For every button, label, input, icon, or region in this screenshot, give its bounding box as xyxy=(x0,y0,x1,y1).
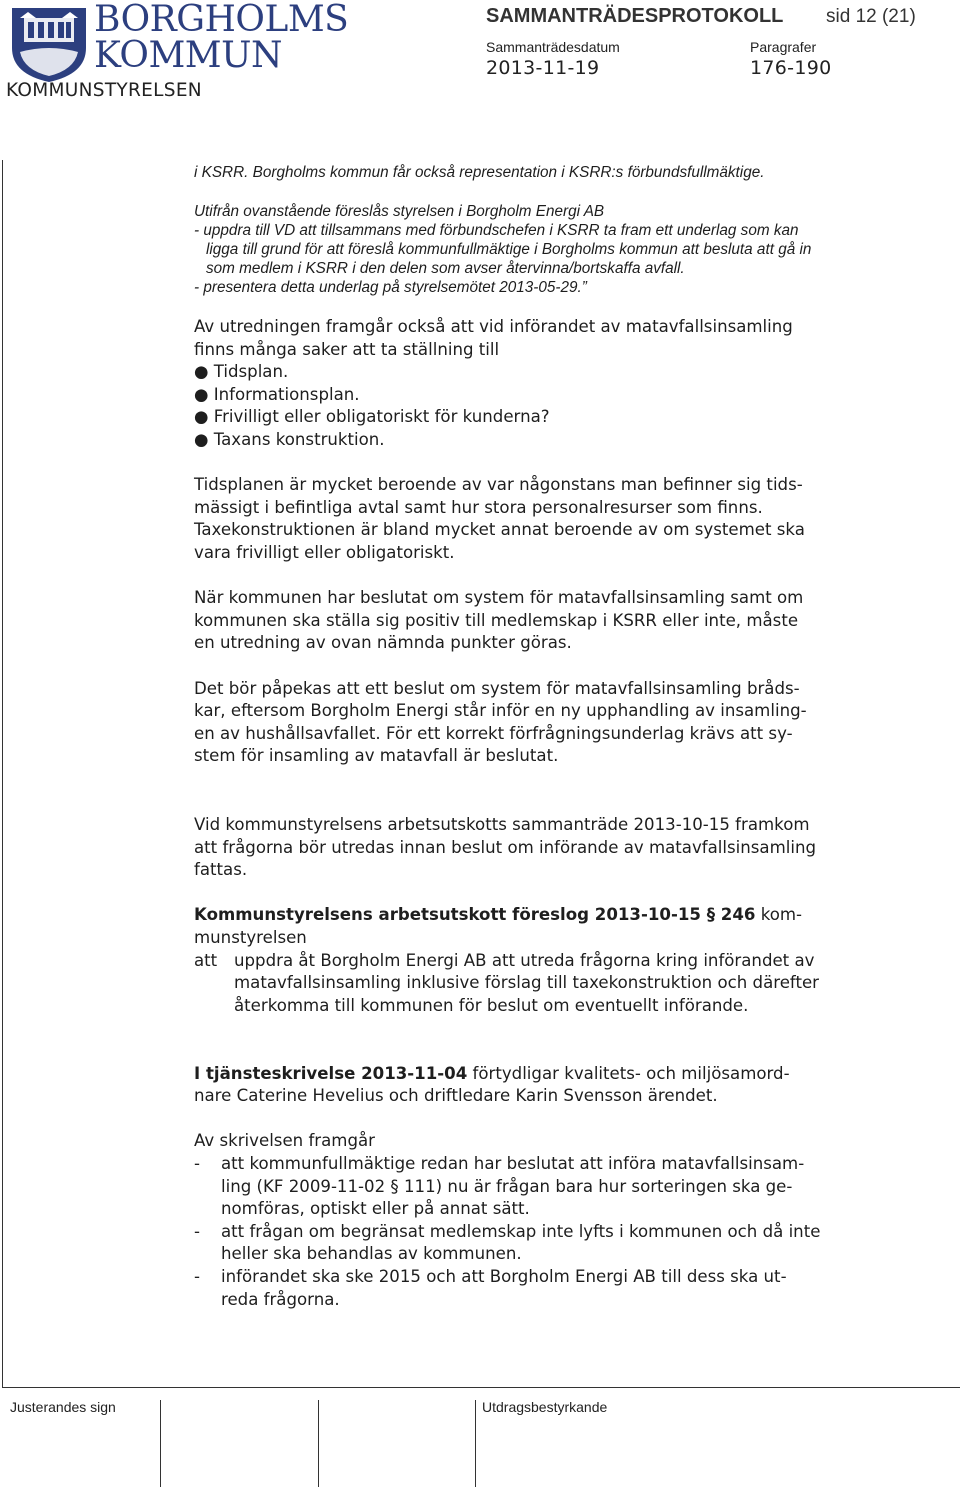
list-dash: - xyxy=(194,1267,200,1286)
proposal-heading-bold: Kommunstyrelsens arbetsutskott föreslog 2013-10-15 § 246 xyxy=(194,905,756,924)
list-dash: - xyxy=(194,1154,200,1173)
bullet-item: ● Informationsplan. xyxy=(194,385,360,404)
paragraph-line: kommunen ska ställa sig positiv till medlemskap i KSRR eller inte, måste xyxy=(194,611,799,630)
att-word: att xyxy=(194,951,218,970)
municipal-shield-logo-icon xyxy=(8,4,90,84)
paragraph-line: fattas. xyxy=(194,860,248,879)
document-title: SAMMANTRÄDESPROTOKOLL xyxy=(486,5,784,27)
signature-box-divider xyxy=(160,1400,161,1487)
paragraph-line: stem för insamling av matavfall är beslutat. xyxy=(194,746,559,765)
utdragsbestyrkande-label: Utdragsbestyrkande xyxy=(482,1399,608,1415)
quote-line: i KSRR. Borgholms kommun får också representation i KSRR:s förbundsfullmäktige. xyxy=(194,164,765,181)
proposal-heading xyxy=(194,904,802,927)
quote-line: som medlem i KSRR i den delen som avser återvinna/bortskaffa avfall. xyxy=(206,260,685,277)
paragraph-line: Det bör påpekas att ett beslut om system för matavfallsinsamling bråds- xyxy=(194,679,800,698)
paragraph-line: kar, eftersom Borgholm Energi står inför en ny upphandling av insamling- xyxy=(194,701,807,720)
bullet-item: ● Tidsplan. xyxy=(194,362,289,381)
quote-line: - uppdra till VD att tillsammans med förbundschefen i KSRR ta fram ett underlag som kan xyxy=(194,222,799,239)
paragraph-line: Tidsplanen är mycket beroende av var någonstans man befinner sig tids- xyxy=(194,475,803,494)
paragraph-line: vara frivilligt eller obligatoriskt. xyxy=(194,543,455,562)
list-item-line: att kommunfullmäktige redan har beslutat att införa matavfallsinsam- xyxy=(221,1154,805,1173)
paragraph-line: Av utredningen framgår också att vid införandet av matavfallsinsamling xyxy=(194,317,793,336)
paragraph-line: en utredning av ovan nämnda punkter göras. xyxy=(194,633,572,652)
list-intro: Av skrivelsen framgår xyxy=(194,1131,375,1150)
list-item-line: heller ska behandlas av kommunen. xyxy=(221,1244,522,1263)
paragraphs-label: Paragrafer xyxy=(750,39,817,55)
att-line: återkomma till kommunen för beslut om eventuellt införande. xyxy=(234,996,749,1015)
meeting-date-value: 2013-11-19 xyxy=(486,57,600,79)
paragraph-line: munstyrelsen xyxy=(194,928,307,947)
page-number: sid 12 (21) xyxy=(826,6,916,27)
quote-line: ligga till grund för att föreslå kommunfullmäktige i Borgholms kommun att besluta att gå in xyxy=(206,241,812,258)
paragraph-line: mässigt i befintliga avtal samt hur stora personalresurser som finns. xyxy=(194,498,763,517)
meeting-date-label: Sammanträdesdatum xyxy=(486,39,620,55)
paragraph-line: finns många saker att ta ställning till xyxy=(194,340,500,359)
bullet-item: ● Frivilligt eller obligatoriskt för kunderna? xyxy=(194,407,550,426)
justerandes-sign-label: Justerandes sign xyxy=(10,1399,116,1415)
list-item-line: att frågan om begränsat medlemskap inte lyfts i kommunen och då inte xyxy=(221,1222,821,1241)
paragraph-line: När kommunen har beslutat om system för matavfallsinsamling samt om xyxy=(194,588,804,607)
att-line: matavfallsinsamling inklusive förslag till taxekonstruktion och därefter xyxy=(234,973,820,992)
bullet-item: ● Taxans konstruktion. xyxy=(194,430,385,449)
org-name-line2: KOMMUN xyxy=(94,35,283,76)
proposal-heading-rest: kom- xyxy=(755,905,803,924)
list-dash: - xyxy=(194,1222,200,1241)
list-item-line: införandet ska ske 2015 och att Borgholm Energi AB till dess ska ut- xyxy=(221,1267,787,1286)
org-subtitle: KOMMUNSTYRELSEN xyxy=(6,80,202,101)
paragraph-line: Taxekonstruktionen är bland mycket annat beroende av om systemet ska xyxy=(194,520,805,539)
frame-bottom-rule xyxy=(2,1387,960,1388)
list-item-line: ling (KF 2009-11-02 § 111) nu är frågan bara hur sorteringen ska ge- xyxy=(221,1177,793,1196)
signature-box-divider xyxy=(318,1400,319,1487)
paragraph-line: en av hushållsavfallet. För ett korrekt förfrågningsunderlag krävs att sy- xyxy=(194,724,793,743)
frame-left-rule xyxy=(2,160,3,1387)
list-item-line: reda frågorna. xyxy=(221,1290,340,1309)
tjansteskrivelse-line1 xyxy=(194,1063,790,1086)
list-item-line: nomföras, optiskt eller på annat sätt. xyxy=(221,1199,530,1218)
org-name-line1: BORGHOLMS xyxy=(94,0,349,40)
quote-line: - presentera detta underlag på styrelsemötet 2013-05-29.” xyxy=(194,279,587,296)
tjansteskrivelse-rest: förtydligar kvalitets- och miljösamord- xyxy=(467,1064,790,1083)
quote-line: Utifrån ovanstående föreslås styrelsen i Borgholm Energi AB xyxy=(194,203,605,220)
signature-box-divider xyxy=(475,1400,476,1487)
att-line: uppdra åt Borgholm Energi AB att utreda frågorna kring införandet av xyxy=(234,951,815,970)
paragraph-line: att frågorna bör utredas innan beslut om införande av matavfallsinsamling xyxy=(194,838,817,857)
paragraphs-value: 176-190 xyxy=(750,57,832,79)
tjansteskrivelse-bold: I tjänsteskrivelse 2013-11-04 xyxy=(194,1064,468,1083)
paragraph-line: nare Caterine Hevelius och driftledare Karin Svensson ärendet. xyxy=(194,1086,718,1105)
paragraph-line: Vid kommunstyrelsens arbetsutskotts sammanträde 2013-10-15 framkom xyxy=(194,815,810,834)
